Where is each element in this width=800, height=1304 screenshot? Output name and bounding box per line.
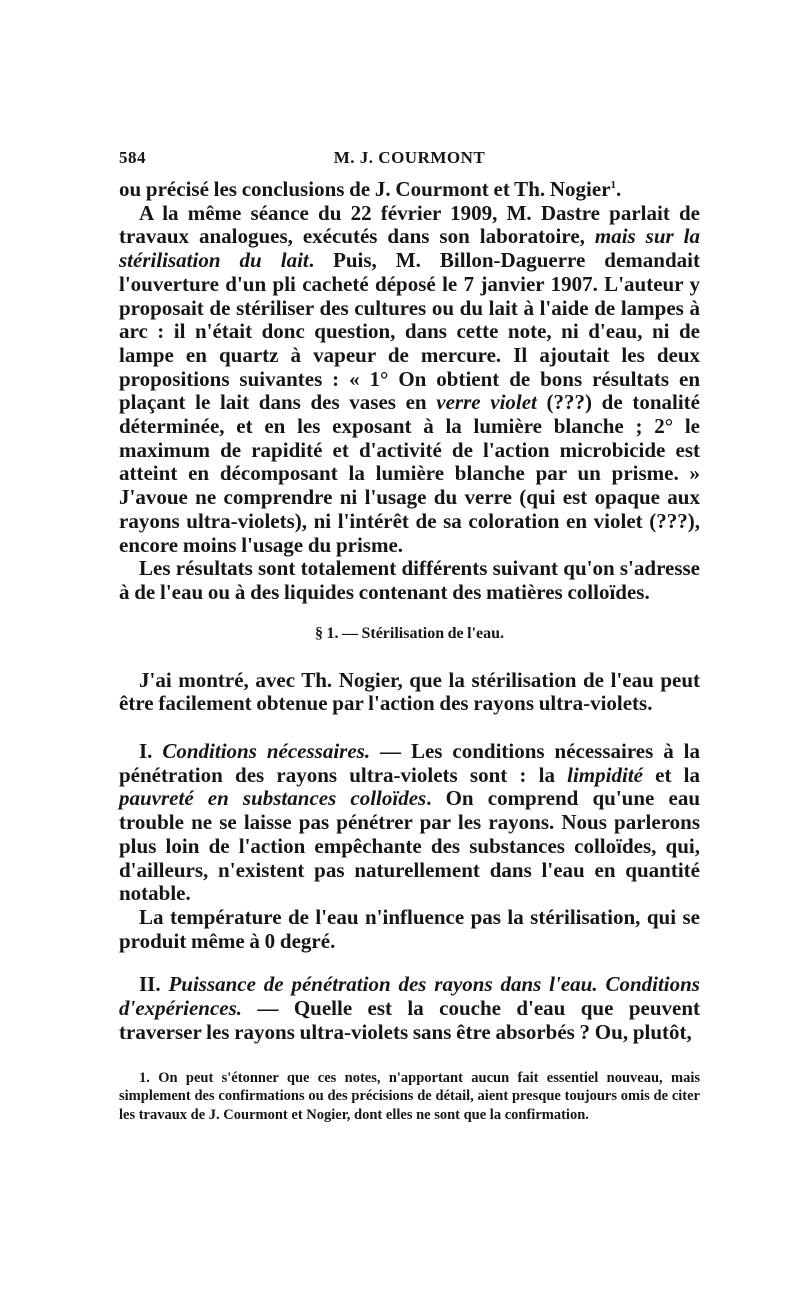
spacer	[119, 716, 700, 740]
text-run: et la	[642, 762, 700, 787]
paragraph-sterilisation: J'ai montré, avec Th. Nogier, que la stérilisation de l'eau peut être facilement obtenue par l'action des rayons ultra-violets.	[119, 667, 700, 716]
text-run: . Puis, M. Billon-Daguerre demandait l'ouverture d'un pli cacheté déposé le 7 janvier 1907. L'auteur y proposait de stériliser des cultures ou du lait à l'aide de lampes à arc : il n'était donc question, dans cette note, ni d'eau, ni de lampe en quartz à vapeur de mercure. Il ajoutait les deux propositions suivantes : « 1° On obtient de bons résultats en plaçant le lait dans des vases en	[119, 248, 700, 415]
book-page	[119, 138, 700, 1124]
page-header	[119, 138, 700, 178]
footnote-number: 1.	[139, 1069, 159, 1086]
section-numeral: I.	[139, 739, 163, 764]
text-run: (???) de tonalité déterminée, et en les exposant à la lumière blanche ; 2° le maximum de rapidité et d'activité de l'action microbicide est atteint en décomposant la lumière blanche par un prisme. » J'avoue ne comprendre ni l'usage du verre (qui est opaque aux rayons ultra-violets), ni l'intérêt de sa coloration en violet (???), encore moins l'usage du prisme.	[119, 390, 700, 557]
main-text	[119, 178, 700, 1045]
paragraph-puissance	[119, 973, 700, 1044]
text-run: — Quelle est la couche d'eau que peuvent traverser les rayons ultra-violets sans être absorbés ? Ou, plutôt,	[119, 996, 700, 1044]
paragraph-dastre	[119, 202, 700, 558]
footnote	[119, 1069, 700, 1125]
running-title: M. J. COURMONT	[333, 148, 486, 167]
text-run: A la même séance du 22 février 1909, M. Dastre parlait de travaux analogues, exécutés dans son laboratoire,	[119, 200, 700, 249]
italic-run: verre violet	[436, 390, 537, 415]
paragraph-conditions	[119, 740, 700, 906]
italic-run: mais sur la stérilisation du lait	[119, 224, 700, 273]
text-run: . On comprend qu'une eau trouble ne se laisse pas pénétrer par les rayons. Nous parlerons plus loin de l'action empêchante des substances colloïdes, qui, d'ailleurs, n'existent pas naturellement dans l'eau en quantité notable.	[119, 786, 700, 906]
footnote-text: On peut s'étonner que ces notes, n'apportant aucun fait essentiel nouveau, mais simplement des confirmations ou des précisions de détail, aient presque toujours omis de citer les travaux de J. Courmont et Nogier, dont elles ne sont que la confirmation.	[119, 1069, 701, 1123]
italic-run: pauvreté en substances colloïdes	[119, 786, 427, 811]
italic-heading: Puissance de pénétration des rayons dans l'eau. Conditions d'expériences.	[119, 972, 700, 1021]
italic-heading: Conditions nécessaires.	[162, 739, 371, 764]
spacer	[119, 953, 700, 973]
paragraph-tail: .	[616, 177, 622, 201]
section-numeral: II.	[139, 972, 169, 997]
section-heading: § 1. — Stérilisation de l'eau.	[314, 624, 505, 642]
paragraph-resultats: Les résultats sont totalement différents suivant qu'on s'adresse à de l'eau ou à des liquides contenant des matières colloïdes.	[119, 556, 700, 604]
footnote-separator	[119, 1045, 700, 1069]
paragraph-text: ou précisé les conclusions de J. Courmont et Th. Nogier	[119, 177, 611, 201]
page-number: 584	[119, 148, 146, 167]
text-run: — Les conditions nécessaires à la pénétration des rayons ultra-violets sont : la	[119, 739, 700, 787]
italic-run: limpidité	[567, 762, 643, 787]
paragraph-temperature: La température de l'eau n'influence pas la stérilisation, qui se produit même à 0 degré.	[119, 904, 700, 953]
paragraph-continuation	[119, 178, 700, 202]
footnote-marker: 1	[610, 179, 617, 191]
